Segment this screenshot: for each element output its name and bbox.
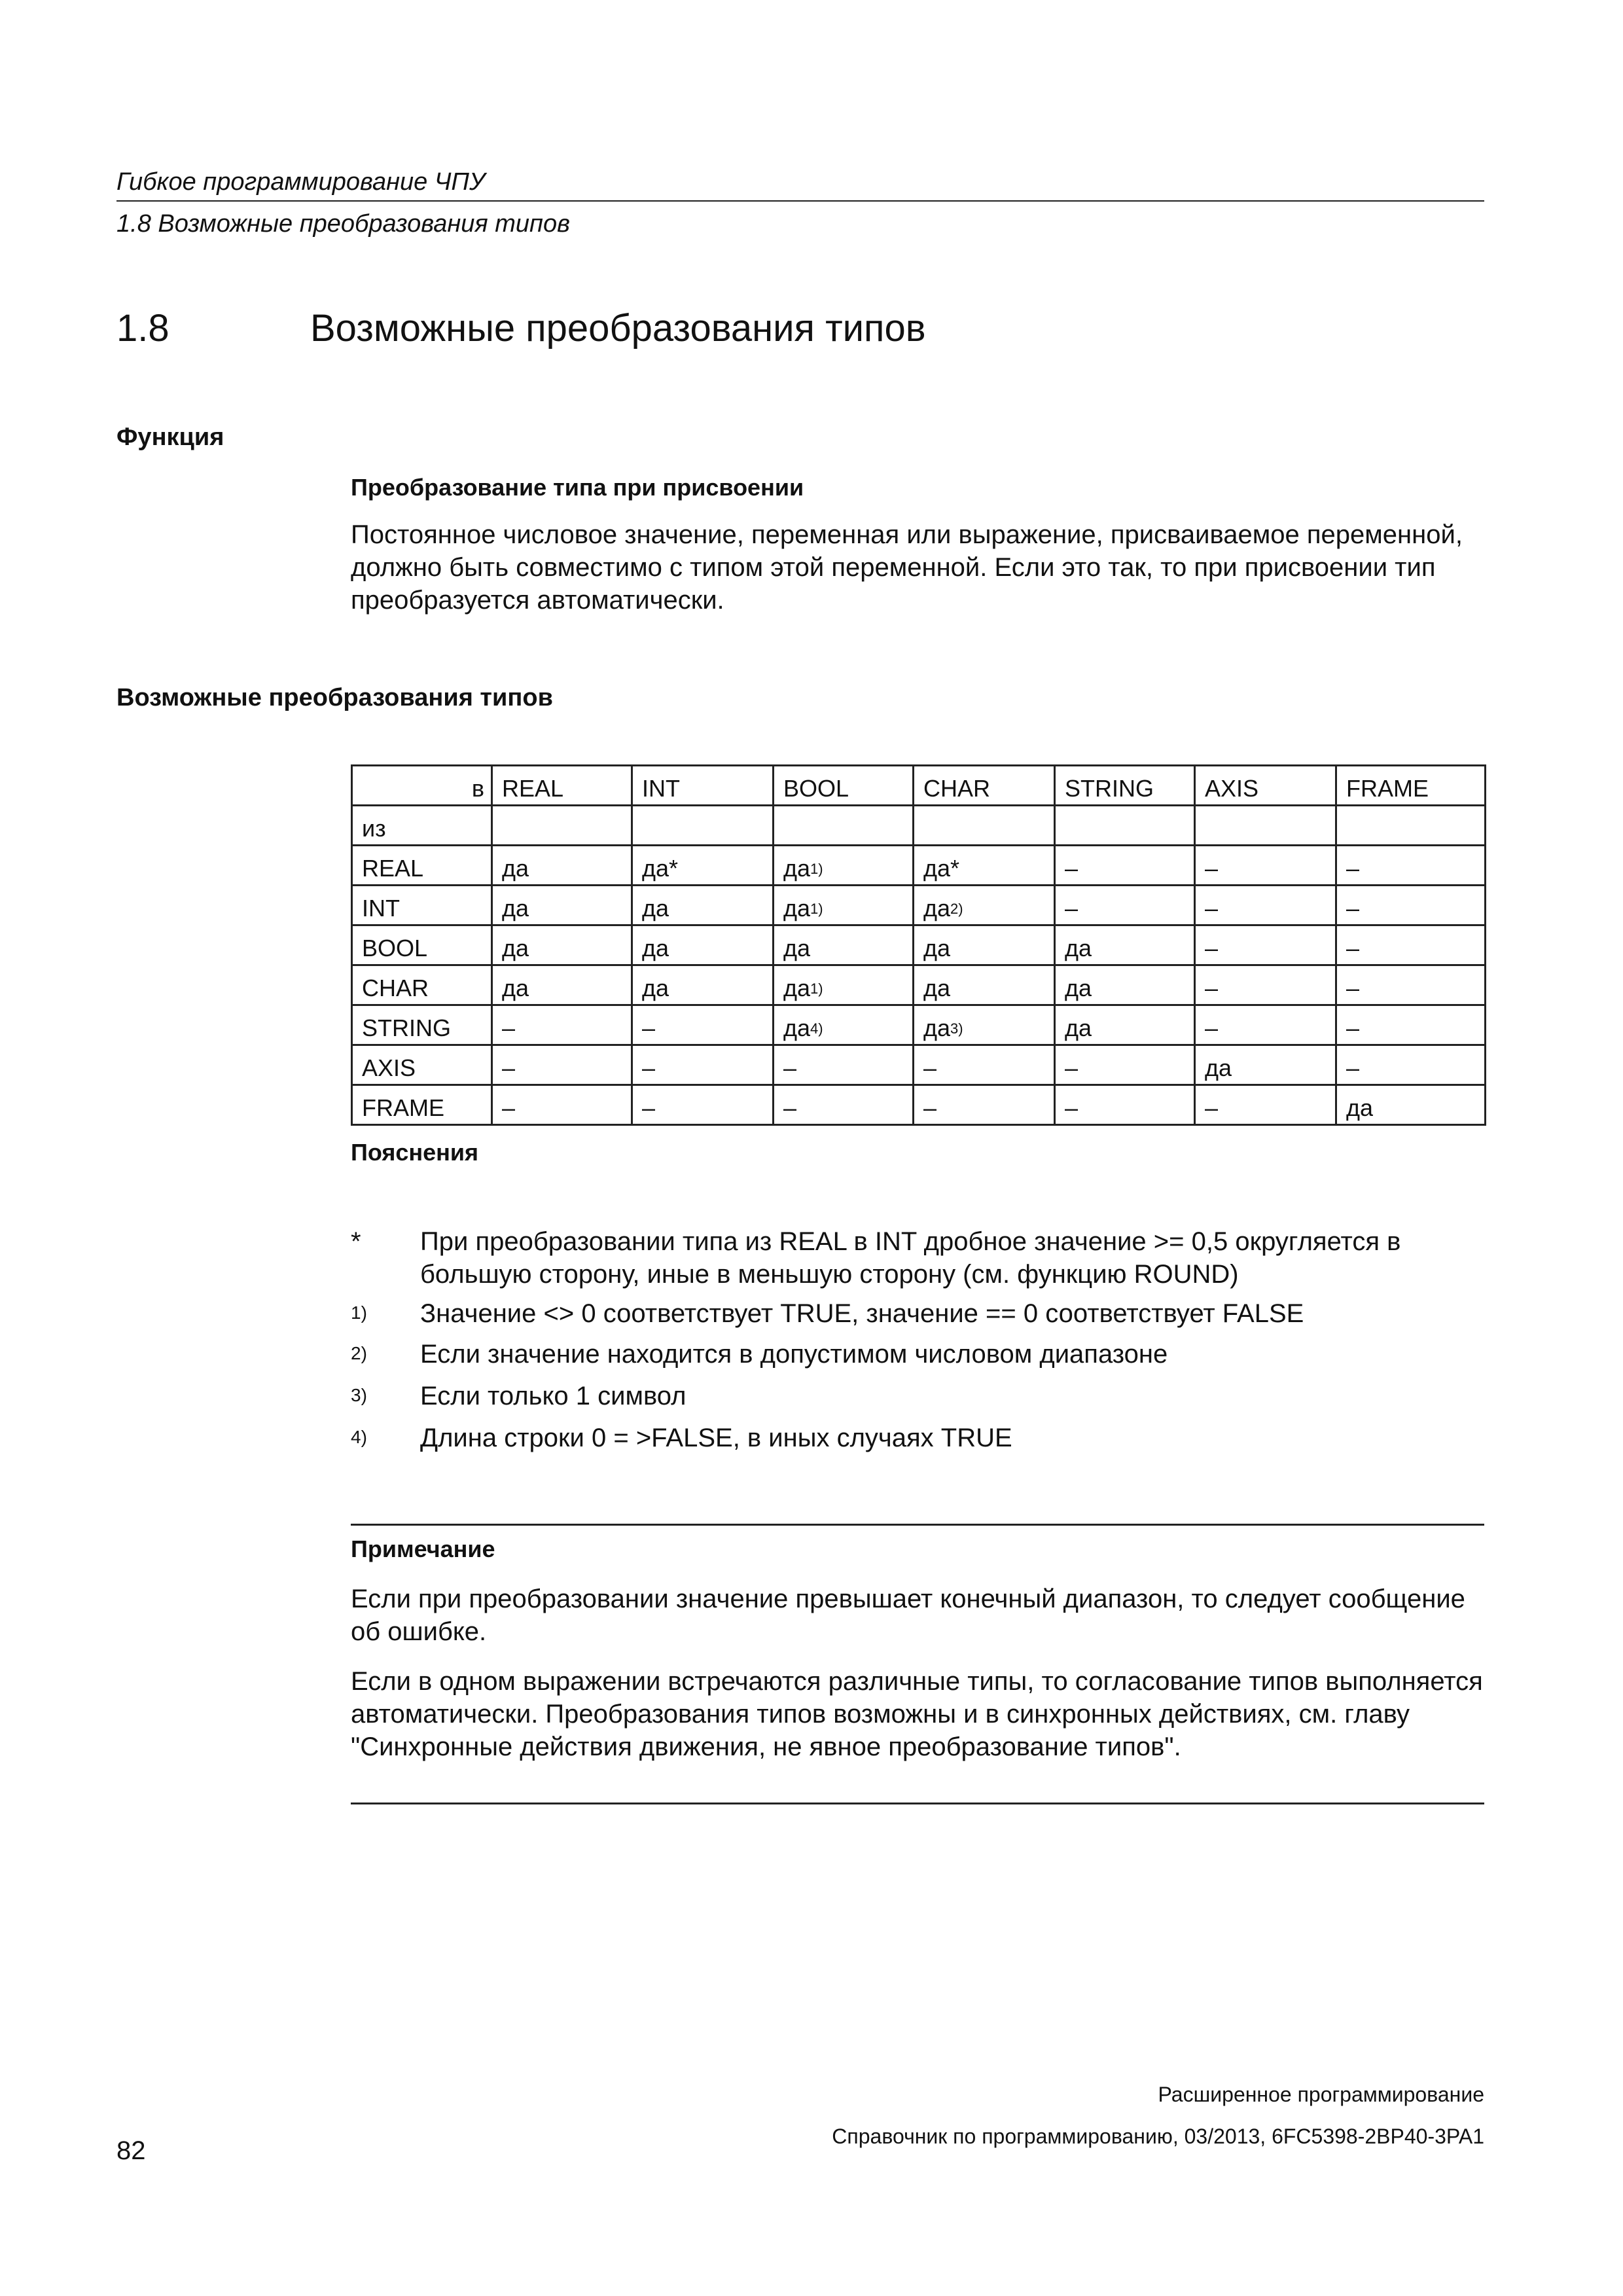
table-cell: [1055, 925, 1195, 965]
cell-value: –: [1346, 1014, 1360, 1041]
note-mark-2: 2): [351, 1343, 367, 1363]
table-cell: [1195, 846, 1336, 886]
cell-value: –: [502, 1094, 516, 1121]
table-cell: [492, 965, 632, 1005]
table-cell: [1195, 925, 1336, 965]
cell-footnote-ref: 2): [950, 901, 963, 917]
empty-cell: [1336, 806, 1486, 846]
column-header-real: REAL: [492, 766, 632, 806]
remark-bottom-rule: [351, 1803, 1484, 1804]
note-text-3: Если только 1 символ: [420, 1382, 687, 1410]
table-row: [352, 965, 1486, 1005]
cell-value: –: [783, 1054, 797, 1081]
table-cell: [1336, 925, 1486, 965]
cell-value: –: [1205, 935, 1219, 961]
table-cell: [632, 886, 774, 925]
table-cell: [1055, 1045, 1195, 1085]
table-cell: [774, 1045, 914, 1085]
to-label: в: [352, 766, 492, 806]
table-cell: [914, 1045, 1055, 1085]
empty-cell: [492, 806, 632, 846]
empty-cell: [1195, 806, 1336, 846]
cell-value: да*: [642, 855, 679, 882]
table-cell: [632, 1085, 774, 1125]
column-header-string: STRING: [1055, 766, 1195, 806]
table-cell: [1336, 846, 1486, 886]
table-row: [352, 886, 1486, 925]
from-label-row: [352, 806, 1486, 846]
cell-value: да: [923, 895, 951, 922]
cell-value: –: [1205, 855, 1219, 882]
cell-value: –: [1346, 855, 1360, 882]
remark-heading: Примечание: [351, 1535, 495, 1562]
row-header-axis: AXIS: [352, 1045, 492, 1085]
conversion-table-body: [352, 766, 1486, 1125]
cell-value: да: [783, 935, 811, 961]
cell-value: да: [783, 895, 811, 922]
cell-footnote-ref: 4): [810, 1020, 823, 1037]
table-cell: [1336, 886, 1486, 925]
cell-value: –: [1065, 1054, 1079, 1081]
table-cell: [914, 1005, 1055, 1045]
table-row: [352, 1085, 1486, 1125]
table-cell: [492, 1085, 632, 1125]
table-cell: [1195, 886, 1336, 925]
table-cell: [632, 1005, 774, 1045]
cell-value: да: [1065, 935, 1092, 961]
cell-value: да: [502, 895, 529, 922]
cell-value: да: [642, 895, 669, 922]
cell-value: –: [923, 1094, 937, 1121]
running-header-section-ref: 1.8 Возможные преобразования типов: [116, 210, 570, 238]
column-header-frame: FRAME: [1336, 766, 1486, 806]
table-cell: [914, 886, 1055, 925]
note-mark-star: *: [351, 1227, 361, 1256]
empty-cell: [774, 806, 914, 846]
cell-value: да: [783, 1014, 811, 1041]
cell-value: да: [642, 935, 669, 961]
cell-value: –: [1065, 855, 1079, 882]
note-text-star: При преобразовании типа из REAL в INT дробное значение >= 0,5 округляется в большую сторону, иные в меньшую сторону (см. функцию ROUND): [420, 1227, 1401, 1289]
table-cell: [1195, 1045, 1336, 1085]
table-cell: [1336, 1045, 1486, 1085]
cell-value: –: [1346, 1054, 1360, 1081]
conversions-heading: Возможные преобразования типов: [116, 684, 553, 711]
column-header-char: CHAR: [914, 766, 1055, 806]
cell-value: –: [1205, 1094, 1219, 1121]
table-cell: [1055, 1005, 1195, 1045]
table-cell: [1055, 846, 1195, 886]
remark-paragraph-1: Если при преобразовании значение превышает конечный диапазон, то следует сообщение об ошибке.: [351, 1585, 1465, 1646]
table-cell: [492, 846, 632, 886]
from-label: из: [352, 806, 492, 846]
cell-value: –: [502, 1014, 516, 1041]
cell-value: да: [783, 975, 811, 1001]
cell-value: –: [642, 1054, 656, 1081]
table-row: [352, 846, 1486, 886]
row-header-char: CHAR: [352, 965, 492, 1005]
column-header-int: INT: [632, 766, 774, 806]
note-mark-4: 4): [351, 1427, 367, 1447]
table-cell: [1195, 965, 1336, 1005]
cell-value: –: [1346, 895, 1360, 922]
cell-value: да: [1346, 1094, 1374, 1121]
row-header-bool: BOOL: [352, 925, 492, 965]
footer-doc-info: Справочник по программированию, 03/2013, 6FC5398-2BP40-3PA1: [832, 2125, 1484, 2148]
table-cell: [632, 925, 774, 965]
table-cell: [774, 965, 914, 1005]
table-cell: [914, 1085, 1055, 1125]
table-cell: [774, 1085, 914, 1125]
note-mark-1: 1): [351, 1302, 367, 1323]
cell-value: да*: [923, 855, 960, 882]
header-divider: [116, 200, 1484, 202]
cell-value: –: [502, 1054, 516, 1081]
table-cell: [632, 846, 774, 886]
running-header-book-title: Гибкое программирование ЧПУ: [116, 168, 486, 196]
cell-value: –: [1065, 1094, 1079, 1121]
cell-value: да: [502, 975, 529, 1001]
row-header-frame: FRAME: [352, 1085, 492, 1125]
table-cell: [914, 846, 1055, 886]
table-cell: [1336, 965, 1486, 1005]
table-cell: [492, 1005, 632, 1045]
cell-value: да: [923, 975, 951, 1001]
empty-cell: [914, 806, 1055, 846]
table-cell: [914, 965, 1055, 1005]
conversion-table: [351, 764, 1486, 1126]
column-header-axis: AXIS: [1195, 766, 1336, 806]
note-mark-3: 3): [351, 1385, 367, 1405]
table-cell: [1336, 1085, 1486, 1125]
table-cell: [1055, 965, 1195, 1005]
page-number: 82: [116, 2136, 146, 2165]
cell-value: –: [783, 1094, 797, 1121]
cell-footnote-ref: 1): [810, 861, 823, 877]
table-cell: [492, 925, 632, 965]
footer-doc-title: Расширенное программирование: [1158, 2083, 1484, 2106]
table-row: [352, 925, 1486, 965]
cell-value: да: [923, 935, 951, 961]
cell-value: –: [642, 1014, 656, 1041]
table-row: [352, 1005, 1486, 1045]
table-cell: [774, 886, 914, 925]
table-header-row: [352, 766, 1486, 806]
cell-value: –: [1065, 895, 1079, 922]
note-text-2: Если значение находится в допустимом числовом диапазоне: [420, 1340, 1168, 1369]
assignment-paragraph: Постоянное числовое значение, переменная или выражение, присваиваемое переменной, должно быть совместимо с типом этой переменной. Если это так, то при присвоении тип преобразуется автоматически.: [351, 520, 1463, 615]
table-cell: [774, 925, 914, 965]
table-cell: [1195, 1005, 1336, 1045]
cell-value: –: [1205, 895, 1219, 922]
function-heading: Функция: [116, 423, 224, 451]
empty-cell: [632, 806, 774, 846]
table-cell: [914, 925, 1055, 965]
cell-value: да: [502, 935, 529, 961]
cell-value: –: [923, 1054, 937, 1081]
table-cell: [774, 846, 914, 886]
empty-cell: [1055, 806, 1195, 846]
remark-top-rule: [351, 1524, 1484, 1526]
row-header-int: INT: [352, 886, 492, 925]
column-header-bool: BOOL: [774, 766, 914, 806]
row-header-real: REAL: [352, 846, 492, 886]
cell-value: –: [642, 1094, 656, 1121]
table-cell: [1336, 1005, 1486, 1045]
cell-value: да: [923, 1014, 951, 1041]
cell-footnote-ref: 3): [950, 1020, 963, 1037]
table-cell: [492, 1045, 632, 1085]
cell-value: –: [1346, 935, 1360, 961]
table-cell: [1055, 1085, 1195, 1125]
note-text-4: Длина строки 0 = >FALSE, в иных случаях TRUE: [420, 1424, 1012, 1452]
table-cell: [1055, 886, 1195, 925]
section-number: 1.8: [116, 307, 169, 350]
table-cell: [1195, 1085, 1336, 1125]
cell-value: –: [1205, 1014, 1219, 1041]
cell-footnote-ref: 1): [810, 901, 823, 917]
cell-value: да: [642, 975, 669, 1001]
cell-value: да: [1065, 1014, 1092, 1041]
cell-value: да: [502, 855, 529, 882]
section-title: Возможные преобразования типов: [310, 307, 926, 350]
note-text-1: Значение <> 0 соответствует TRUE, значение == 0 соответствует FALSE: [420, 1299, 1304, 1328]
table-row: [352, 1045, 1486, 1085]
table-cell: [774, 1005, 914, 1045]
cell-value: да: [1065, 975, 1092, 1001]
table-cell: [492, 886, 632, 925]
explanations-heading: Пояснения: [351, 1139, 479, 1166]
remark-paragraph-2: Если в одном выражении встречаются различные типы, то согласование типов выполняется автоматически. Преобразования типов возможны и в синхронных действиях, см. главу "Синхронные действия движения, не явное преобразование типов".: [351, 1667, 1483, 1761]
table-cell: [632, 1045, 774, 1085]
cell-value: да: [1205, 1054, 1232, 1081]
cell-value: да: [783, 855, 811, 882]
cell-value: –: [1205, 975, 1219, 1001]
table-cell: [632, 965, 774, 1005]
cell-footnote-ref: 1): [810, 980, 823, 997]
cell-value: –: [1346, 975, 1360, 1001]
assignment-subheading: Преобразование типа при присвоении: [351, 474, 804, 501]
row-header-string: STRING: [352, 1005, 492, 1045]
